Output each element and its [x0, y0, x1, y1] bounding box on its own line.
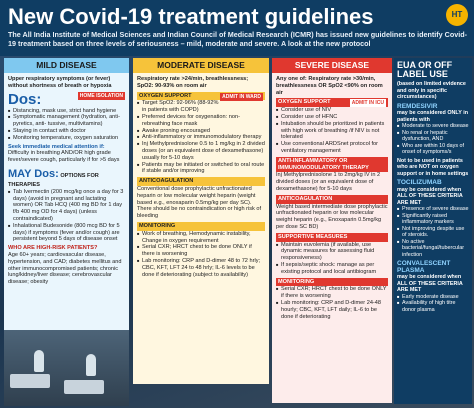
seek-attention-title: Seek immediate medical attention if:: [8, 143, 105, 150]
severe-antiinflammatory-title: ANTI-INFLAMMATORY OR IMMUNOMODULATORY THERAPY: [276, 157, 388, 173]
severe-monitoring-list: [276, 286, 388, 320]
list-item: ■ If sepsis/septic shock: manage as per existing protocol and local antibiogram: [276, 262, 388, 276]
severe-monitoring-title: MONITORING: [276, 278, 388, 287]
severe-ribbon: SEVERE DISEASE: [272, 58, 392, 73]
mild-dos-list: [8, 108, 125, 142]
list-item: ■ Consider use of HFNC: [276, 114, 388, 121]
moderate-monitoring-title: MONITORING: [137, 222, 265, 231]
list-item: ■ Tab Ivermectin (200 mcg/kg once a day for 3 days) (avoid in pregnant and lactating women) OR Tab HCQ (400 mg BD for 1 day f/b 400 mg OD for 4 days) (unless contraindicated): [8, 189, 125, 223]
tocilizumab-list: [397, 206, 469, 258]
severe-disease-column: [272, 58, 392, 403]
list-item: ■ Early moderate disease: [397, 294, 469, 301]
list-item: ■ Consider use of NIV: [276, 107, 388, 114]
ppe-figure: [34, 350, 44, 372]
list-item: ■ Inj Methylprednisolone 0.5 to 1 mg/kg in 2 divided doses (or an equivalent dose of dexamethasone) usually for 5-10 days: [137, 141, 265, 161]
off-label-title: EUA OR OFF LABEL USE: [397, 60, 453, 79]
list-item: ■ Use conventional ARDSnet protocol for ventilatory management: [276, 141, 388, 155]
admit-icu-tag: ADMIT IN ICU: [351, 100, 384, 107]
header: [0, 0, 474, 56]
severe-anticoag-title: ANTICOAGULATION: [276, 195, 388, 204]
section-heading: OXYGEN SUPPORT: [139, 92, 192, 99]
list-item: ■ No active bacterial/fungal/tubercular infection: [397, 239, 469, 259]
list-item: ■ Moderate to severe disease: [397, 123, 469, 130]
list-item: ■ Work of breathing, Hemodynamic instability, Change in oxygen requirement: [137, 231, 265, 245]
home-isolation-tag: HOME ISOLATION: [79, 92, 123, 99]
therapy-options-label: OPTIONS FOR THERAPIES: [8, 172, 99, 188]
section-heading: OXYGEN SUPPORT: [278, 99, 331, 106]
severe-antiinflammatory-text: Inj Methylprednisolone 1 to 2mg/kg IV in 2 divided doses (or an equivalent dose of dexamethasone) for 5-10 days: [276, 172, 381, 192]
plasma-title: CONVALESCENT PLASMA: [397, 260, 451, 274]
off-label-intro: (based on limited evidence and only in specific circumstances): [397, 81, 466, 100]
mild-dos-title: Dos:: [8, 90, 42, 108]
bed-shape: [10, 374, 50, 388]
moderate-oxygen-list: [137, 100, 265, 175]
list-item: ■ Availability of high titre donor plasma: [397, 300, 469, 313]
plasma-intro: may be considered when ALL OF THESE CRITERIA ARE MET: [397, 274, 463, 293]
admit-ward-tag: ADMIT IN WARD: [222, 93, 261, 100]
publisher-logo: HT: [446, 4, 468, 26]
list-item: ■ Lab monitoring: CRP and D-dimer 24-48 hourly; CBC, KFT, LFT daily; IL-6 to be done if deteriorating: [276, 300, 388, 320]
moderate-oxygen-title: [137, 92, 265, 101]
remdesivir-list: [397, 123, 469, 156]
list-item: ■ Target SpO2: 92-96% (88-92% in patients with COPD): [137, 100, 265, 114]
remdesivir-note: Not to be used in patients who are NOT on oxygen support or in home settings: [397, 157, 469, 177]
severe-supportive-title: SUPPORTIVE MEASURES: [276, 233, 388, 242]
list-item: ■ Intubation should be prioritized in patients with high work of breathing /if NIV is not tolerated: [276, 121, 388, 141]
list-item: ■ Who are within 10 days of onset of symptoms/s: [397, 143, 469, 156]
remdesivir-intro: may be considered ONLY in patients with: [397, 110, 469, 123]
moderate-disease-column: [133, 58, 269, 384]
moderate-monitoring-list: [137, 231, 265, 279]
list-item: ■ Symptomatic management (hydration, anti-pyretics, anti- tussive, multivitamins): [8, 114, 125, 128]
severe-supportive-list: [276, 242, 388, 276]
page-title: New Covid-19 treatment guidelines: [8, 4, 374, 29]
tocilizumab-title: TOCILIZUMAB: [397, 179, 442, 186]
seek-attention-text: Difficulty in breathing AND/OR high grade fever/severe cough, particularly if for >5 days: [8, 150, 120, 164]
list-item: ■ Monitoring temperature, oxygen saturation: [8, 135, 125, 142]
plasma-list: [397, 294, 469, 314]
severe-panel: [272, 73, 392, 403]
list-item: ■ Staying in contact with doctor: [8, 128, 125, 135]
list-item: ■ Presence of severe disease: [397, 206, 469, 213]
list-item: ■ Significantly raised inflammatory markers: [397, 213, 469, 226]
list-item: ■ Distancing, mask use, strict hand hygiene: [8, 108, 125, 115]
list-item: ■ Serial CXR; HRCT chest to be done ONLY if there is worsening: [137, 244, 265, 258]
moderate-panel: [133, 73, 269, 384]
list-item: ■ Serial CXR; HRCT chest to be done ONLY if there is worsening: [276, 286, 388, 300]
moderate-ribbon: MODERATE DISEASE: [133, 58, 269, 73]
severe-oxygen-list: [276, 107, 388, 155]
remdesivir-title: REMDESIVIR: [397, 102, 438, 110]
severe-anticoag-text: Weight based intermediate dose prophylactic unfractionated heparin or low molecular weight heparin (e.g., Enoxaparin 0.5mg/kg per dose SC BD): [276, 203, 388, 230]
mild-intro: Upper respiratory symptoms (or fever) without shortness of breath or hypoxia: [8, 76, 112, 89]
list-item: ■ No renal or hepatic dysfunction, AND: [397, 130, 469, 143]
list-item: ■ Patients may be initiated or switched to oral route if stable and/or improving: [137, 162, 265, 176]
list-item: ■ Anti-inflammatory or immunomodulatory therapy: [137, 134, 265, 141]
high-risk-text: Age 60+ years; cardiovascular disease, hypertension, and CAD; diabetes mellitus and other immunocompromised patients; chronic lung/kidney/liver disease; cerebrovascular disease; obesity: [8, 251, 122, 286]
list-item: ■ Awake proning encouraged: [137, 128, 265, 135]
moderate-anticoag-title: ANTICOAGULATION: [137, 177, 265, 186]
off-label-panel: [394, 58, 472, 404]
tocilizumab-intro: may be considered when ALL OF THESE CRITERIA ARE MET: [397, 186, 463, 206]
mild-ribbon: MILD DISEASE: [4, 58, 129, 73]
moderate-anticoag-text: Conventional dose prophylactic unfractionated heparin or low molecular weight heparin (weight based e.g., enoxaparin 0.5mg/kg per day SC). There should be no contraindication or high risk of bleeding: [137, 185, 262, 220]
list-item: ■ Maintain euvolemia (if available, use dynamic measures for assessing fluid responsiveness): [276, 242, 388, 262]
page-subtitle: The All India Institute of Medical Sciences and Indian Council of Medical Research (ICMR) has issued new guidelines to identify Covid-19 treatment based on three levels of seriousness – mild, moderate and severe. A look at the new protocol: [8, 30, 468, 48]
list-item: ■ Inhalational Budesonide (800 mcg BD for 5 days) if symptoms (fever and/or cough) are persistent beyond 5 days of disease onset: [8, 223, 125, 243]
severe-intro: Any one of: Respiratory rate >30/min, breathlessness OR SpO2 <90% on room air: [276, 76, 383, 96]
list-item: ■ Not improving despite use of steroids.: [397, 226, 469, 239]
hospital-ward-photo: [4, 330, 129, 406]
list-item: ■ Preferred devices for oxygenation: non-rebreathing face mask: [137, 114, 265, 128]
mild-maydos-list: [8, 189, 125, 243]
bed-shape: [64, 380, 104, 394]
high-risk-title: WHO ARE HIGH-RISK PATIENTS?: [8, 245, 98, 252]
severe-oxygen-title: [276, 98, 388, 107]
moderate-intro: Respiratory rate >24/min, breathlessness; SpO2: 90-93% on room air: [137, 76, 249, 89]
list-item: ■ Lab monitoring: CRP and D-dimer 48 to 72 hrly; CBC, KFT, LFT 24 to 48 hrly; IL-6 levels to be done if deteriorating (subject to availability): [137, 258, 265, 278]
mild-maydos-title: MAY Dos:: [8, 167, 59, 180]
ppe-figure: [86, 354, 96, 376]
